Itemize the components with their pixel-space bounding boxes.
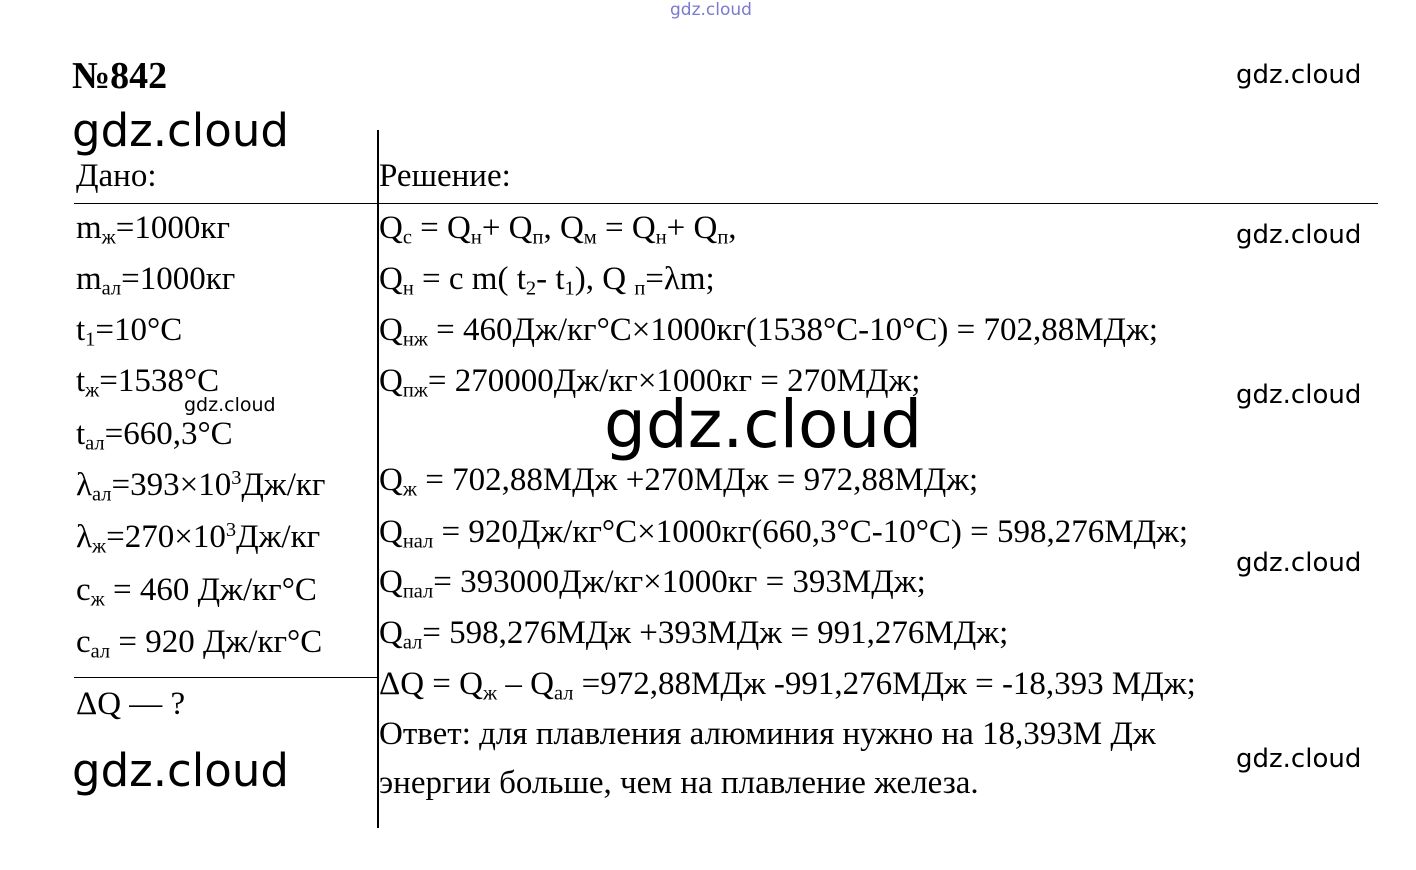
solution-line-5: $Q_ж = 702,88МДж +270МДж = 972,88МДж$;	[379, 462, 979, 501]
answer-line-1: Ответ: для плавления алюминия нужно на 18,393М Дж	[379, 716, 1156, 752]
solution-heading: Решение:	[379, 158, 511, 194]
solution-line-1: $Q_с = Q_н+ Q_п$, $Q_м = Q_н+ Q_п$,	[379, 210, 737, 249]
given-row: $\lambda_{ал}=393\times 10^3Дж/кг$	[76, 466, 326, 506]
solution-line-8: $Q_{ал}= 598,276МДж +393МДж = 991,276МДж$;	[379, 615, 1009, 654]
watermark-right-3: gdz.cloud	[1236, 380, 1362, 410]
given-row: $с_ж = 460$ Дж/кг°С	[76, 572, 317, 611]
watermark-left-bottom: gdz.cloud	[72, 744, 289, 797]
watermark-right-4: gdz.cloud	[1236, 548, 1362, 578]
solution-line-2: $Q_н = c$ m( $t_2-$ $t_1$), Q $_п$=λm;	[379, 261, 715, 300]
watermark-right-5: gdz.cloud	[1236, 744, 1362, 774]
solution-line-4: $Q_{пж}= 270000Дж/кг\times 1000кг = 270МДж$;	[379, 363, 921, 402]
solution-line-9: $\Delta Q = Q_ж - Q_{ал} =972,88МДж$ -991,276МДж = -18,393 МДж;	[379, 666, 1196, 705]
solution-line-7: $Q_{пал}= 393000Дж/кг\times 1000кг = 393МДж$;	[379, 564, 926, 603]
header-divider	[74, 203, 1378, 204]
solution-line-3: $Q_{нж} = 460Дж/кг^\circ С\times 1000кг(1538^\circ С-10^\circ С) = 702,88МДж$;	[379, 312, 1159, 351]
given-row: $с_{ал} = 920$ Дж/кг°С	[76, 624, 323, 663]
given-heading: Дано:	[76, 158, 157, 194]
watermark-center: gdz.cloud	[604, 386, 923, 463]
given-row: $t_ж=1538^\circ С$	[76, 363, 220, 402]
solution-line-6: $Q_{нал} = 920Дж/кг^\circ С\times 1000кг(660,3^\circ С-10^\circ С) = 598,276МДж$;	[379, 514, 1189, 553]
answer-line-2: энергии больше, чем на плавление железа.	[379, 765, 979, 801]
watermark-right-1: gdz.cloud	[1236, 60, 1362, 90]
watermark-left-top: gdz.cloud	[72, 104, 289, 157]
find-divider	[74, 677, 377, 678]
find-text: ΔQ — ?	[76, 686, 186, 722]
watermark-right-2: gdz.cloud	[1236, 220, 1362, 250]
given-row: $\lambda_ж=270\times 10^3Дж/кг$	[76, 518, 321, 558]
given-row: $m_ж=1000кг$	[76, 210, 230, 249]
given-row: $t_{ал}=660,3^\circ С$	[76, 416, 233, 455]
problem-number: №842	[72, 55, 168, 97]
watermark-given: gdz.cloud	[184, 394, 276, 416]
watermark-top: gdz.cloud	[670, 0, 752, 20]
given-row: $t_1=10^\circ С$	[76, 312, 183, 351]
given-row: $m_{ал}=1000кг$	[76, 261, 236, 300]
